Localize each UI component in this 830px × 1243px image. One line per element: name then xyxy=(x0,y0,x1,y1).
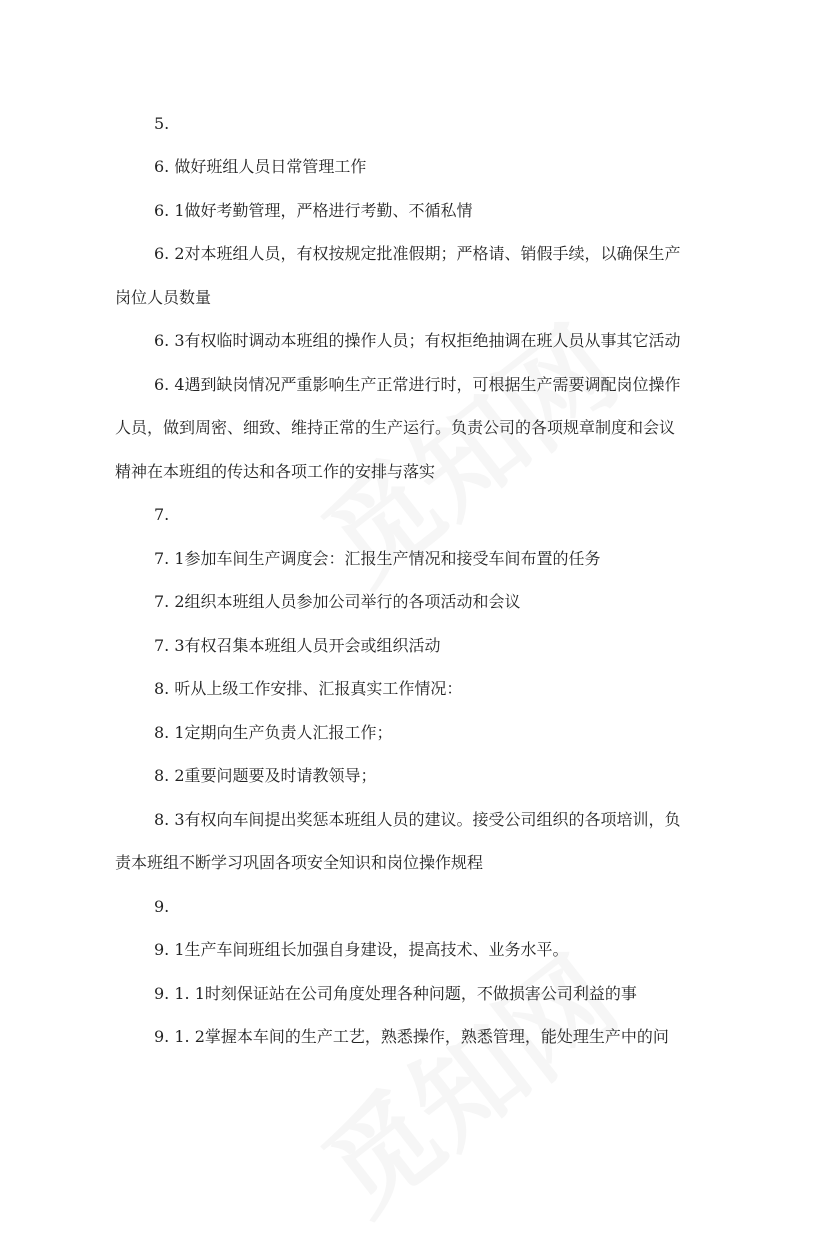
text-line: 9. xyxy=(154,897,170,916)
text-line: 8. 3有权向车间提出奖惩本班组人员的建议。接受公司组织的各项培训，负 xyxy=(154,810,681,829)
text-line: 7. 2组织本班组人员参加公司举行的各项活动和会议 xyxy=(154,592,521,611)
text-line: 5. xyxy=(154,114,170,133)
text-line: 6. 3有权临时调动本班组的操作人员；有权拒绝抽调在班人员从事其它活动 xyxy=(154,331,681,350)
text-line: 人员，做到周密、细致、维持正常的生产运行。负责公司的各项规章制度和会议 xyxy=(115,418,676,437)
text-line: 8. 听从上级工作安排、汇报真实工作情况： xyxy=(154,679,463,698)
text-line: 岗位人员数量 xyxy=(115,288,212,307)
text-line: 6. 4遇到缺岗情况严重影响生产正常进行时，可根据生产需要调配岗位操作 xyxy=(154,375,681,394)
text-line: 9. 1. 1时刻保证站在公司角度处理各种问题，不做损害公司利益的事 xyxy=(154,984,637,1003)
text-line: 6. 做好班组人员日常管理工作 xyxy=(154,157,367,176)
text-line: 8. 1定期向生产负责人汇报工作； xyxy=(154,723,393,742)
text-line: 9. 1. 2掌握本车间的生产工艺，熟悉操作，熟悉管理，能处理生产中的问 xyxy=(154,1027,669,1046)
text-line: 6. 1做好考勤管理，严格进行考勤、不循私情 xyxy=(154,201,473,220)
text-line: 8. 2重要问题要及时请教领导； xyxy=(154,766,377,785)
text-line: 7. xyxy=(154,505,170,524)
text-line: 7. 3有权召集本班组人员开会或组织活动 xyxy=(154,636,441,655)
text-line: 责本班组不断学习巩固各项安全知识和岗位操作规程 xyxy=(115,853,484,872)
text-line: 7. 1参加车间生产调度会：汇报生产情况和接受车间布置的任务 xyxy=(154,549,601,568)
text-line: 9. 1生产车间班组长加强自身建设，提高技术、业务水平。 xyxy=(154,940,569,959)
text-line: 精神在本班组的传达和各项工作的安排与落实 xyxy=(115,462,436,481)
watermark xyxy=(286,915,643,1243)
text-line: 6. 2对本班组人员，有权按规定批准假期；严格请、销假手续，以确保生产 xyxy=(154,244,681,263)
